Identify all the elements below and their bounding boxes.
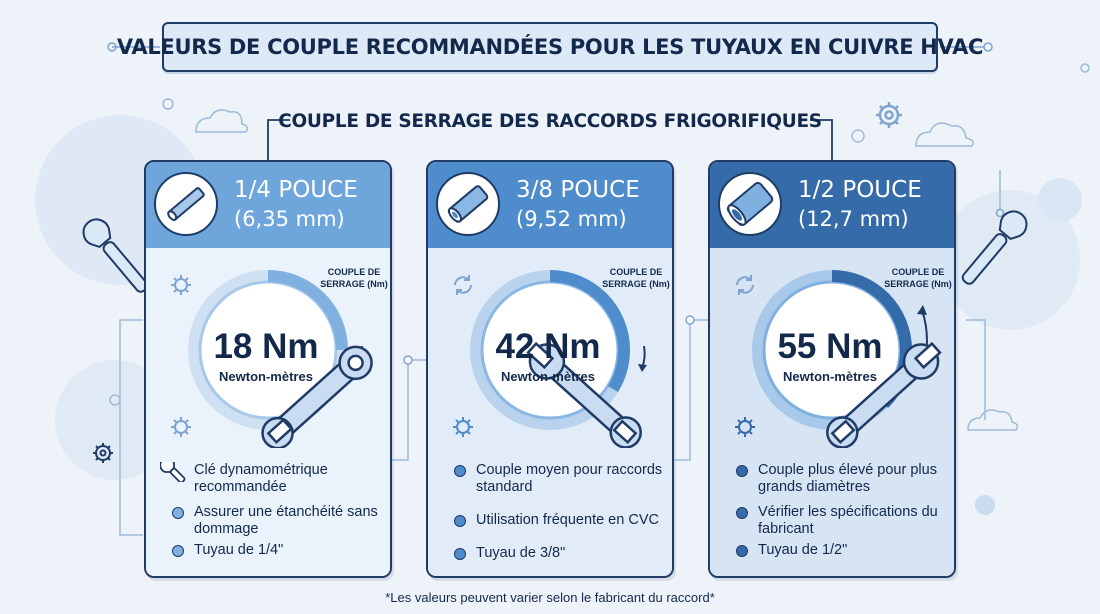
torque-value: 42 Nm [495,327,601,366]
copper-pipe-icon [154,172,218,236]
pipe-size-mm: (12,7 mm) [798,207,909,231]
bullet-text: Couple moyen pour raccords standard [476,462,663,495]
refresh-icon [450,272,476,298]
torque-unit: Newton-mètres [219,369,313,384]
bullet-text: Tuyau de 3/8" [476,545,566,561]
gauge-caption: COUPLE DE SERRAGE (Nm) [884,267,952,289]
bullet-dot [454,465,466,477]
gear-icon [450,414,476,440]
bullet-text: Couple plus élevé pour plus grands diamètres [758,462,937,495]
pipe-size-mm: (6,35 mm) [234,207,345,231]
bullet-dot [736,507,748,519]
gear-icon [732,414,758,440]
footnote: *Les valeurs peuvent varier selon le fabricant du raccord* [385,590,715,605]
copper-pipe-icon [436,172,500,236]
card-quarter-inch [144,160,392,578]
bullet-text: Clé dynamométrique recommandée [194,462,328,495]
card-header [146,162,390,248]
card-header [428,162,672,248]
bullet-dot [172,545,184,557]
pipe-size-label: 3/8 POUCE [516,177,640,203]
wrench-icon [160,462,188,482]
page-title: VALEURS DE COUPLE RECOMMANDÉES POUR LES TUYAUX EN CUIVRE HVAC [162,22,938,72]
torque-unit: Newton-mètres [783,369,877,384]
bullet-dot [736,545,748,557]
card-header [710,162,954,248]
torque-unit: Newton-mètres [501,369,595,384]
gauge-caption: COUPLE DE SERRAGE (Nm) [602,267,670,289]
bullet-text: Tuyau de 1/4" [194,542,284,558]
copper-pipe-icon [718,172,782,236]
pipe-size-label: 1/4 POUCE [234,177,358,203]
gauge-caption: COUPLE DE SERRAGE (Nm) [320,267,388,289]
bullet-dot [454,548,466,560]
gear-icon [168,414,194,440]
gear-icon [168,272,194,298]
card-half-inch [708,160,956,578]
torque-value: 55 Nm [777,327,883,366]
bullet-dot [172,507,184,519]
pipe-size-label: 1/2 POUCE [798,177,922,203]
card-three-eighth-inch [426,160,674,578]
bullet-dot [736,465,748,477]
pipe-size-mm: (9,52 mm) [516,207,627,231]
refresh-icon [732,272,758,298]
torque-value: 18 Nm [213,327,319,366]
bullet-text: Utilisation fréquente en CVC [476,512,659,528]
bullet-text: Assurer une étanchéité sans dommage [194,504,378,537]
page-subtitle: COUPLE DE SERRAGE DES RACCORDS FRIGORIFIQUES [278,110,822,132]
bullet-text: Tuyau de 1/2" [758,542,848,558]
bullet-dot [454,515,466,527]
bullet-text: Vérifier les spécifications du fabricant [758,504,938,537]
